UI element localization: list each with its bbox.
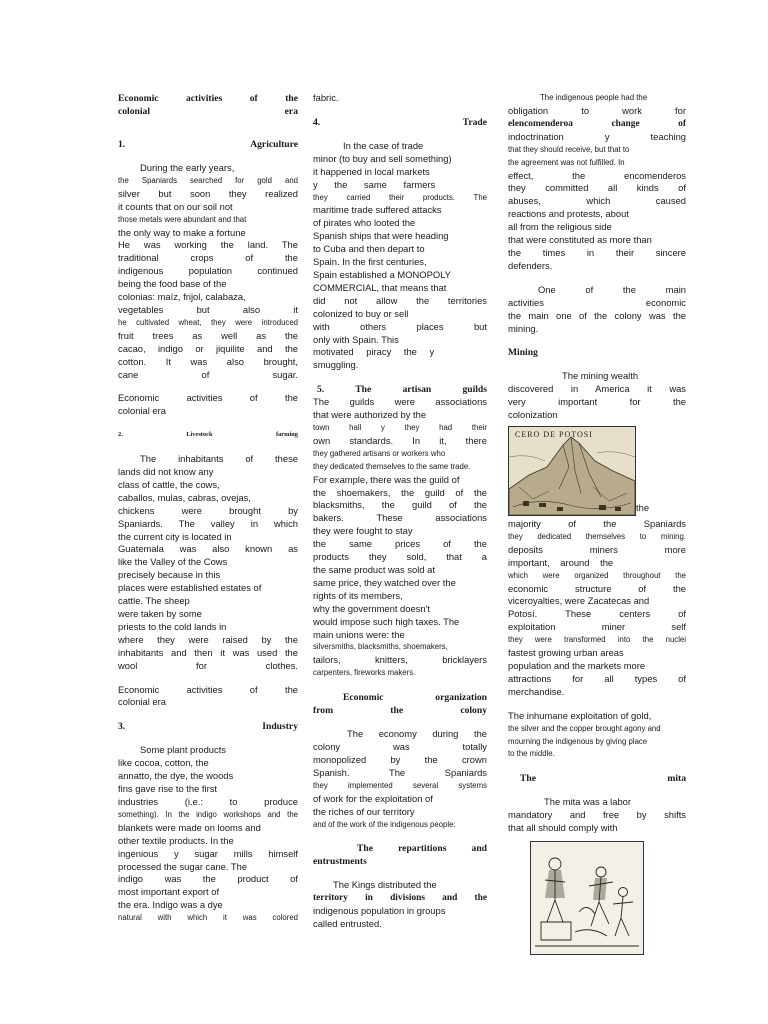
paragraph-line: it happened in local markets <box>313 165 430 177</box>
paragraph-line: mandatory and free by shifts <box>508 809 686 821</box>
paragraph-line: Spanish. The Spaniards <box>313 766 487 778</box>
paragraph-line: ingenious y sugar mills himself <box>118 847 298 859</box>
paragraph-line: and of the work of the indigenous people: <box>313 819 456 829</box>
paragraph-line: indigenous population continued <box>118 265 298 277</box>
paragraph-line: which were organized throughout the <box>508 570 686 580</box>
paragraph-line: being the food base of the <box>118 278 227 290</box>
paragraph-line: merchandise. <box>508 685 565 697</box>
section-repeat-title: Economic activities of the <box>118 392 298 404</box>
paragraph-line: to Cuba and then depart to <box>313 243 425 255</box>
paragraph-line: exploitation miner self <box>508 621 686 633</box>
paragraph-line: For example, there was the guild of <box>313 473 460 485</box>
paragraph-line: The inhabitants of these <box>140 453 298 465</box>
paragraph-line: reactions and protests, about <box>508 208 629 220</box>
paragraph-line: inhabitants and then it was used the <box>118 646 298 658</box>
paragraph-line: The mita was a labor <box>544 796 632 808</box>
paragraph-line: that were authorized by the <box>313 409 427 421</box>
paragraph-line: The indigenous people had the <box>540 93 648 102</box>
paragraph-line: main unions were: the <box>313 628 405 640</box>
industry-heading: 3. Industry <box>118 721 298 733</box>
economic-organization-heading: Economic organization <box>343 692 487 704</box>
paragraph-line: the times in their sincere <box>508 246 686 258</box>
paragraph-line: He was working the land. The <box>118 239 298 251</box>
mita-engraving-image <box>530 841 644 955</box>
repartitions-heading: entrustments <box>313 856 367 868</box>
paragraph-line: they gathered artisans or workers who <box>313 448 446 458</box>
paragraph-line: the <box>636 502 650 514</box>
paragraph-line: the riches of our territory <box>313 805 415 817</box>
paragraph-line: viceroyalties, were Zacatecas and <box>508 595 650 607</box>
paragraph-line: those metals were abundant and that <box>118 214 247 224</box>
trade-heading: 4. Trade <box>313 116 487 128</box>
paragraph-line: important, around the <box>508 556 614 568</box>
paragraph-line: precisely because in this <box>118 569 221 581</box>
paragraph-line: maritime trade suffered attacks <box>313 204 442 216</box>
paragraph-line: own standards. In it, there <box>313 434 487 446</box>
paragraph-line: obligation to work for <box>508 104 686 116</box>
paragraph-line: would impose such high taxes. The <box>313 615 460 627</box>
paragraph-line: that all should comply with <box>508 822 618 834</box>
paragraph-line: y the same farmers <box>313 178 436 190</box>
mining-heading: Mining <box>508 347 538 359</box>
paragraph-line: colonization <box>508 409 558 421</box>
paragraph-line: only with Spain. This <box>313 333 399 345</box>
paragraph-line: the main one of the colony was the <box>508 309 686 321</box>
paragraph-line: they were fought to stay <box>313 525 413 537</box>
column-1 <box>118 92 298 925</box>
paragraph-line: the same product was sold at <box>313 564 435 575</box>
paragraph-line-bold: territory in divisions and the <box>313 893 487 904</box>
paragraph-line: majority of the Spaniards <box>508 518 686 530</box>
paragraph-line: natural with which it was colored <box>118 913 298 923</box>
paragraph-line-bold: elencomenderoa change of <box>508 118 686 129</box>
paragraph-line: silversmiths, blacksmiths, shoemakers, <box>313 642 448 652</box>
paragraph-line: The mining wealth <box>562 370 639 382</box>
paragraph-line: During the early years, <box>140 162 235 173</box>
paragraph-line: places were established estates of <box>118 582 262 594</box>
paragraph-line: priests to the cold lands in <box>118 620 227 632</box>
paragraph-line: blacksmiths, the guild of the <box>313 499 487 511</box>
section-repeat-title: colonial era <box>118 696 166 708</box>
agriculture-heading: 1. Agriculture <box>118 139 298 150</box>
paragraph-line: he cultivated wheat, they were introduced <box>118 317 298 327</box>
paragraph-line: fruit trees as well as the <box>118 329 298 341</box>
paragraph-line: indigo was the product of <box>118 873 298 885</box>
potosi-engraving-image <box>508 426 636 516</box>
paragraph-line: they implemented several systems <box>313 780 487 790</box>
paragraph-line: annatto, the dye, the woods <box>118 770 234 782</box>
paragraph-line: cattle. The sheep <box>118 595 190 607</box>
paragraph-line: In the case of trade <box>343 139 424 151</box>
paragraph-line: One of the main <box>538 283 686 295</box>
paragraph-line: processed the sugar cane. The <box>118 860 248 872</box>
paragraph-line: Potosí. These centers of <box>508 608 686 620</box>
paragraph-line: tailors, knitters, bricklayers <box>313 654 487 666</box>
paragraph-line: the era. Indigo was a dye <box>118 899 223 911</box>
paragraph-line: called entrusted. <box>313 918 382 930</box>
figures-illustration <box>531 842 643 954</box>
doc-title: Economic activities of the <box>118 93 298 104</box>
paragraph-line: Some plant products <box>140 744 226 756</box>
paragraph-line: cacao, indigo or jiquilite and the <box>118 342 298 354</box>
economic-organization-heading: from the colony <box>313 705 487 717</box>
paragraph-line: Spanish ships that were heading <box>313 230 449 242</box>
paragraph-line: of work for the exploitation of <box>313 792 433 804</box>
paragraph-line: they dedicated themselves to the same trade. <box>313 461 471 471</box>
paragraph-line: bakers. These associations <box>313 512 487 524</box>
paragraph-line: The economy during the <box>347 728 487 740</box>
paragraph-line: with others places but <box>313 320 487 332</box>
paragraph-line: silver but soon they realized <box>118 187 298 199</box>
paragraph-line: COMMERCIAL, that means that <box>313 281 447 293</box>
paragraph-line: the silver and the copper brought agony and <box>508 723 661 733</box>
paragraph-line: they were transformed into the nuclei <box>508 635 686 645</box>
paragraph-line: Guatemala was also known as <box>118 543 298 555</box>
paragraph-line: other textile products. In the <box>118 834 234 846</box>
section-repeat-title: Economic activities of the <box>118 683 298 695</box>
paragraph-line: the shoemakers, the guild of the <box>313 486 487 498</box>
paragraph-line: cane of sugar. <box>118 368 298 380</box>
paragraph-line: deposits miners more <box>508 543 686 555</box>
paragraph-line: the current city is located in <box>118 530 232 542</box>
paragraph-line: the agreement was not fulfilled. In <box>508 157 625 167</box>
paragraph-line: why the government doesn't <box>313 602 430 614</box>
mita-heading: The mita <box>520 773 686 785</box>
potosi-caption: CERO DE POTOSI <box>515 430 593 440</box>
paragraph-line: that they should receive, but that to <box>508 144 630 154</box>
paragraph-line: rights of its members, <box>313 589 403 601</box>
paragraph-line: it counts that on our soil not <box>118 200 233 212</box>
repartitions-heading: The repartitions and <box>357 843 487 855</box>
paragraph-line: the Spaniards searched for gold and <box>118 175 298 185</box>
paragraph-line: vegetables but also it <box>118 303 298 315</box>
paragraph-line: products they sold, that a <box>313 551 487 563</box>
paragraph-line: abuses, which caused <box>508 195 686 207</box>
paragraph-line: activities economic <box>508 296 686 308</box>
paragraph-line: they dedicated themselves to mining. <box>508 531 686 541</box>
column-3 <box>508 92 686 955</box>
paragraph-line: cotton. It was also brought, <box>118 355 298 367</box>
paragraph-line: class of cattle, the cows, <box>118 478 220 490</box>
paragraph-line: carpenters, fireworks makers. <box>313 668 416 678</box>
paragraph-line: where they were raised by the <box>118 633 298 645</box>
paragraph-line: The inhumane exploitation of gold, <box>508 709 652 721</box>
paragraph-line: all from the religious side <box>508 221 612 233</box>
paragraph-line: traditional crops of the <box>118 252 298 264</box>
paragraph-line: indoctrination y teaching <box>508 130 686 142</box>
paragraph-line: very important for the <box>508 396 686 408</box>
paragraph-line: they carried their products. The <box>313 192 487 202</box>
paragraph-line: most important export of <box>118 886 220 898</box>
livestock-heading: 2. Livestock farming <box>118 431 298 439</box>
paragraph-line: discovered in America it was <box>508 383 686 395</box>
paragraph-line: indigenous population in groups <box>313 905 446 917</box>
paragraph-line: fabric. <box>313 92 339 103</box>
paragraph-line: the only way to make a fortune <box>118 226 246 238</box>
paragraph-line: colony was totally <box>313 741 487 753</box>
paragraph-line: fastest growing urban areas <box>508 647 624 659</box>
guilds-heading: 5. The artisan guilds <box>317 384 487 396</box>
paragraph-line: lands did not know any <box>118 466 214 478</box>
paragraph-line: Spaniards. The valley in which <box>118 517 298 529</box>
paragraph-line: smuggling. <box>313 359 359 371</box>
paragraph-line: caballos, mulas, cabras, ovejas, <box>118 491 251 503</box>
paragraph-line: they committed all kinds of <box>508 182 686 194</box>
paragraph-line: something). In the indigo workshops and the <box>118 809 298 819</box>
paragraph-line: blankets were made on looms and <box>118 821 261 833</box>
column-2 <box>313 92 487 931</box>
doc-title: colonial era <box>118 106 298 117</box>
paragraph-line: economic structure of the <box>508 582 686 594</box>
paragraph-line: like the Valley of the Cows <box>118 556 228 568</box>
paragraph-line: colonized to buy or sell <box>313 307 409 319</box>
paragraph-line: chickens were brought by <box>118 504 298 516</box>
paragraph-line: industries (i.e.: to produce <box>118 795 298 807</box>
paragraph-line: to the middle. <box>508 749 555 759</box>
paragraph-line: fins gave rise to the first <box>118 783 218 795</box>
paragraph-line: did not allow the territories <box>313 294 487 306</box>
paragraph-line: defenders. <box>508 259 553 271</box>
paragraph-line: of pirates who looted the <box>313 217 416 229</box>
paragraph-line: same price, they watched over the <box>313 576 456 588</box>
paragraph-line: effect, the encomenderos <box>508 169 686 181</box>
paragraph-line: colonias: maíz, frijol, calabaza, <box>118 291 246 303</box>
paragraph-line: like cocoa, cotton, the <box>118 757 209 769</box>
paragraph-line: minor (to buy and sell something) <box>313 152 452 164</box>
paragraph-line: monopolized by the crown <box>313 753 487 765</box>
paragraph-line: were taken by some <box>118 608 202 619</box>
paragraph-line: mining. <box>508 322 539 334</box>
paragraph-line: motivated piracy the y <box>313 346 435 358</box>
section-repeat-title: colonial era <box>118 405 166 417</box>
paragraph-line: wool for clothes. <box>118 659 298 671</box>
paragraph-line: Spain established a MONOPOLY <box>313 268 451 280</box>
paragraph-line: attractions for all types of <box>508 672 686 684</box>
paragraph-line: the same prices of the <box>313 538 487 550</box>
paragraph-line: population and the markets more <box>508 660 646 671</box>
paragraph-line: town hall y they had their <box>313 423 487 433</box>
paragraph-line: that were constituted as more than <box>508 234 652 246</box>
paragraph-line: The guilds were associations <box>313 396 487 408</box>
paragraph-line: Spain. In the first centuries, <box>313 256 427 268</box>
paragraph-line: mourning the indigenous by giving place <box>508 736 648 746</box>
paragraph-line: The Kings distributed the <box>333 879 437 891</box>
